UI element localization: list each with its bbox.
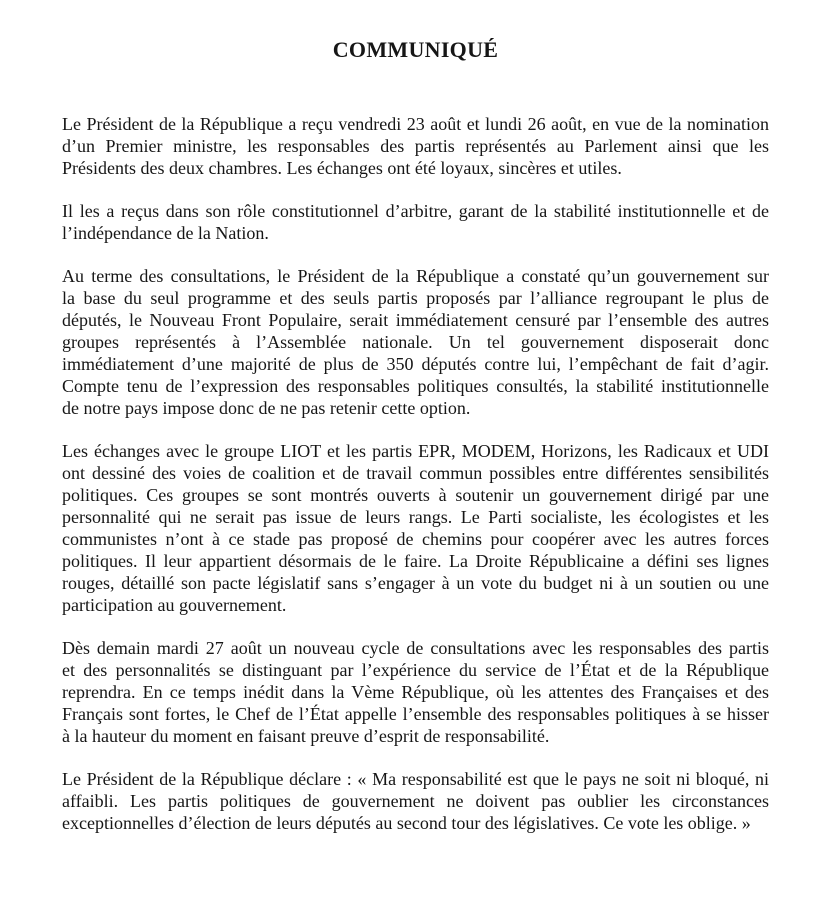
paragraph-line: Dès demain mardi 27 août un nouveau cycle de consultations avec les responsables des partis — [62, 638, 769, 658]
paragraph — [62, 265, 769, 419]
paragraph-line: affaibli. Les partis politiques de gouvernement ne doivent pas oublier les circonstances — [62, 791, 769, 811]
paragraph-line: et des personnalités se distinguant par l’expérience du service de l’État et de la République — [62, 660, 769, 680]
paragraph-line: l’indépendance de la Nation. — [62, 223, 269, 243]
paragraph-line: Compte tenu de l’expression des responsables politiques consultés, la stabilité institutionnelle — [62, 376, 769, 396]
paragraph-line: à la hauteur du moment en faisant preuve d’esprit de responsabilité. — [62, 726, 550, 746]
document-body — [62, 113, 769, 834]
paragraph-line: la base du seul programme et des seuls partis proposés par l’alliance regroupant le plus de — [62, 288, 769, 308]
paragraph-line: de notre pays impose donc de ne pas retenir cette option. — [62, 398, 471, 418]
paragraph-line: Présidents des deux chambres. Les échanges ont été loyaux, sincères et utiles. — [62, 158, 622, 178]
paragraph-line: Il les a reçus dans son rôle constitutionnel d’arbitre, garant de la stabilité institutionnelle et de — [62, 201, 769, 221]
paragraph-line: députés, le Nouveau Front Populaire, serait immédiatement censuré par l’ensemble des autres — [62, 310, 769, 330]
paragraph-line: Le Président de la République déclare : « Ma responsabilité est que le pays ne soit ni bloqué, ni — [62, 769, 769, 789]
paragraph-line: Français sont fortes, le Chef de l’État appelle l’ensemble des responsables politiques à se hisser — [62, 704, 769, 724]
paragraph-line: personnalité qui ne serait pas issue de leurs rangs. Le Parti socialiste, les écologistes et les — [62, 507, 769, 527]
paragraph-line: communistes n’ont à ce stade pas proposé de chemins pour coopérer avec les autres forces — [62, 529, 769, 549]
paragraph — [62, 637, 769, 747]
paragraph-line: rouges, détaillé son pacte législatif sans s’engager à un vote du budget ni à un soutien ou une — [62, 573, 769, 593]
paragraph-line: participation au gouvernement. — [62, 595, 287, 615]
paragraph-line: Le Président de la République a reçu vendredi 23 août et lundi 26 août, en vue de la nomination — [62, 114, 769, 134]
paragraph-line: immédiatement d’une majorité de plus de 350 députés contre lui, l’empêchant de fait d’agir. — [62, 354, 769, 374]
paragraph-line: politiques. Il leur appartient désormais de le faire. La Droite Républicaine a défini ses lignes — [62, 551, 769, 571]
paragraph-line: politiques. Ces groupes se sont montrés ouverts à soutenir un gouvernement dirigé par une — [62, 485, 769, 505]
paragraph-line: groupes représentés à l’Assemblée nationale. Un tel gouvernement disposerait donc — [62, 332, 769, 352]
paragraph — [62, 440, 769, 616]
paragraph-line: reprendra. En ce temps inédit dans la Vème République, où les attentes des Françaises et des — [62, 682, 769, 702]
document-title: COMMUNIQUÉ — [332, 37, 499, 62]
paragraph — [62, 113, 769, 179]
paragraph-line: Au terme des consultations, le Président de la République a constaté qu’un gouvernement sur — [62, 266, 769, 286]
paragraph — [62, 200, 769, 244]
paragraph-line: exceptionnelles d’élection de leurs députés au second tour des législatives. Ce vote les oblige. » — [62, 813, 751, 833]
paragraph-line: ont dessiné des voies de coalition et de travail commun possibles entre différentes sensibilités — [62, 463, 769, 483]
paragraph-line: Les échanges avec le groupe LIOT et les partis EPR, MODEM, Horizons, les Radicaux et UDI — [62, 441, 769, 461]
paragraph — [62, 768, 769, 834]
paragraph-line: d’un Premier ministre, les responsables des partis représentés au Parlement ainsi que les — [62, 136, 769, 156]
